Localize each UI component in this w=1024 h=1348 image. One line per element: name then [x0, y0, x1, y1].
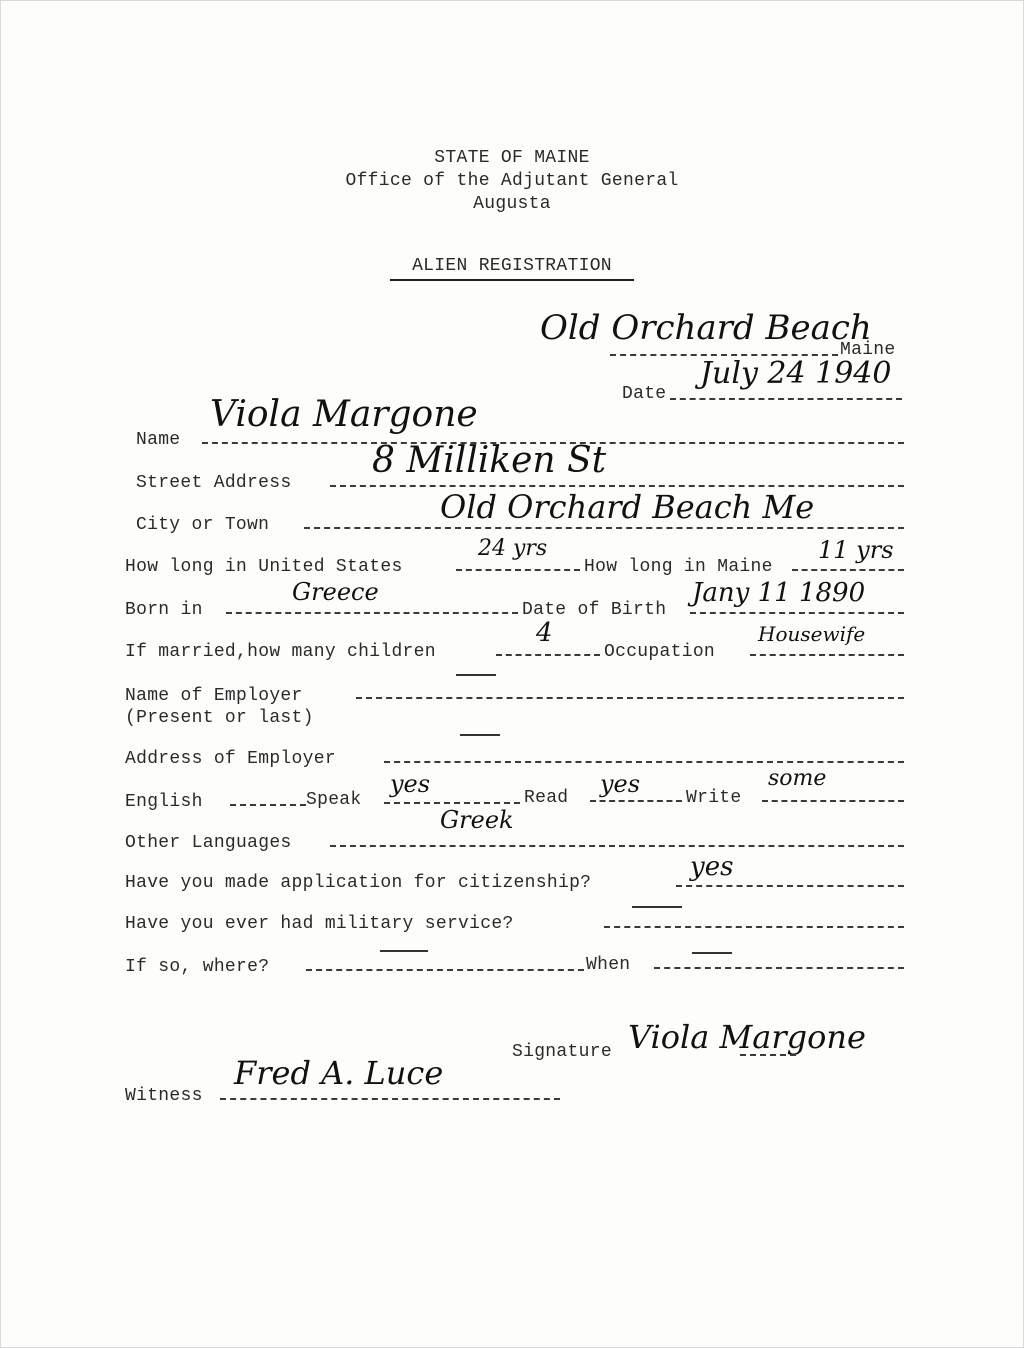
read-dash — [590, 800, 682, 802]
english-dash — [230, 804, 306, 806]
born-in-label: Born in — [125, 600, 203, 620]
other-languages-value: Greek — [440, 806, 514, 834]
dob-value: Jany 11 1890 — [692, 578, 866, 608]
years-me-dash — [792, 569, 904, 571]
city-value: Old Orchard Beach Me — [440, 488, 815, 526]
speak-label: Speak — [306, 790, 362, 810]
date-dash — [670, 398, 902, 400]
occupation-value: Housewife — [758, 622, 866, 646]
citizenship-label: Have you made application for citizenship? — [125, 873, 592, 893]
years-me-value: 11 yrs — [818, 536, 894, 564]
city-label: City or Town — [136, 515, 270, 535]
where-dash — [306, 969, 584, 971]
occupation-label: Occupation — [604, 642, 716, 662]
other-languages-label: Other Languages — [125, 833, 292, 853]
born-in-dash — [226, 612, 518, 614]
employer-address-label: Address of Employer — [125, 749, 336, 769]
citizenship-value: yes — [690, 852, 734, 882]
english-label: English — [125, 792, 203, 812]
citizenship-dash — [676, 885, 904, 887]
read-label: Read — [524, 788, 569, 808]
name-value: Viola Margone — [210, 394, 478, 435]
when-dash — [654, 967, 904, 969]
employer-label: Name of Employer — [125, 686, 303, 706]
city-dash — [304, 527, 904, 529]
signature-dash — [740, 1054, 796, 1056]
how-long-us-label: How long in United States — [125, 557, 403, 577]
years-us-value: 24 yrs — [478, 536, 548, 561]
military-stroke — [632, 906, 682, 908]
witness-dash — [220, 1098, 560, 1100]
children-label: If married,how many children — [125, 642, 436, 662]
where-label: If so, where? — [125, 957, 270, 977]
employer-sub-label: (Present or last) — [125, 708, 314, 728]
street-label: Street Address — [136, 473, 292, 493]
years-us-dash — [456, 569, 580, 571]
name-label: Name — [136, 430, 181, 450]
witness-label: Witness — [125, 1086, 203, 1106]
speak-value: yes — [390, 770, 431, 798]
witness-value: Fred A. Luce — [234, 1054, 444, 1092]
how-long-me-label: How long in Maine — [584, 557, 773, 577]
when-label: When — [586, 955, 631, 975]
born-in-value: Greece — [292, 578, 379, 606]
header-office: Office of the Adjutant General — [345, 171, 679, 191]
dob-label: Date of Birth — [522, 600, 667, 620]
employer-stroke — [456, 674, 496, 676]
write-label: Write — [686, 788, 742, 808]
read-value: yes — [600, 770, 641, 798]
children-value: 4 — [536, 618, 553, 648]
employer-addr-stroke — [460, 734, 500, 736]
date-label: Date — [622, 384, 667, 404]
military-label: Have you ever had military service? — [125, 914, 514, 934]
town-top-value: Old Orchard Beach — [540, 308, 872, 348]
signature-label: Signature — [512, 1042, 612, 1062]
street-dash — [330, 485, 904, 487]
children-dash — [496, 654, 600, 656]
where-stroke — [380, 950, 428, 952]
header-city: Augusta — [473, 194, 551, 214]
maine-label: Maine — [840, 340, 896, 360]
write-dash — [762, 800, 904, 802]
form-title: ALIEN REGISTRATION — [412, 256, 612, 276]
header-state: STATE OF MAINE — [434, 148, 590, 168]
other-languages-dash — [330, 845, 904, 847]
signature-value: Viola Margone — [628, 1018, 866, 1056]
employer-dash — [356, 697, 904, 699]
employer-address-dash — [384, 761, 904, 763]
dob-dash — [690, 612, 904, 614]
title-underline — [390, 279, 634, 281]
military-dash — [604, 926, 904, 928]
occupation-dash — [750, 654, 904, 656]
date-value: July 24 1940 — [700, 356, 892, 391]
street-value: 8 Milliken St — [372, 440, 607, 481]
speak-dash — [384, 802, 520, 804]
write-value: some — [768, 766, 827, 791]
when-stroke — [692, 952, 732, 954]
